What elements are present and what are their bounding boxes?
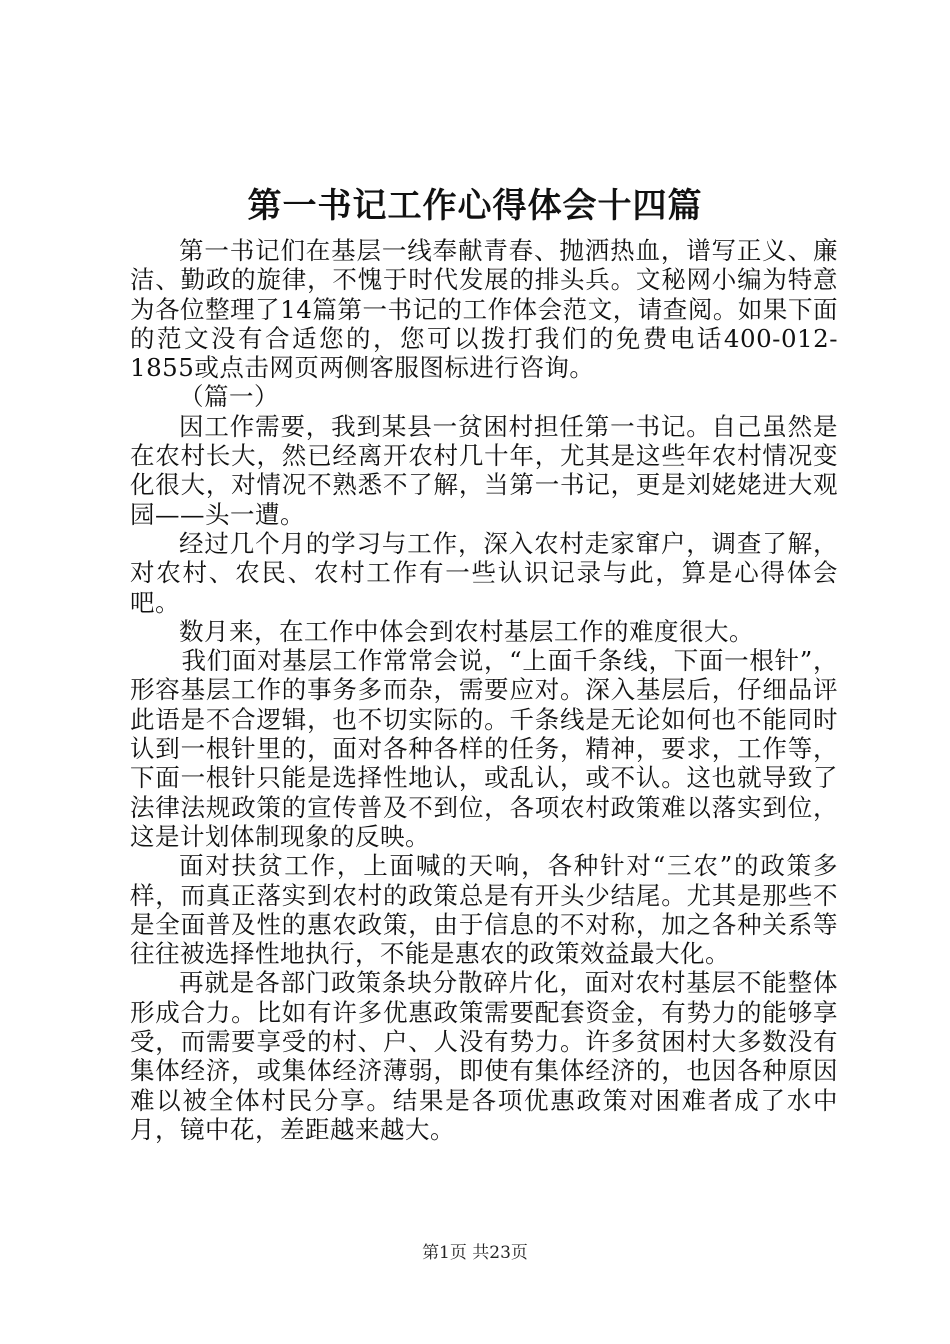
body-paragraph: 数月来，在工作中体会到农村基层工作的难度很大。 <box>179 616 754 646</box>
section-heading: （篇一） <box>179 382 279 412</box>
document-title: 第一书记工作心得体会十四篇 <box>247 186 703 226</box>
page-number-footer: 第1页 共23页 <box>422 1243 528 1263</box>
body-paragraph: 经过几个月的学习与工作，深入农村走家窜户，调查了解，对农村、农民、农村工作有一些认识记录与此，算是心得体会吧。 <box>130 528 838 617</box>
document-body <box>130 236 838 1144</box>
body-paragraph: 我们面对基层工作常常会说，“上面千条线，下面一根针”，形容基层工作的事务多而杂，需要应对。深入基层后，仔细品评此语是不合逻辑，也不切实际的。千条线是无论如何也不能同时认到一根针里的，面对各种各样的任务，精神，要求，工作等，下面一根针只能是选择性地认，或乱认，或不认。这也就导致了法律法规政策的宣传普及不到位，各项农村政策难以落实到位，这是计划体制现象的反映。 <box>130 646 838 851</box>
body-paragraph: 因工作需要，我到某县一贫困村担任第一书记。自己虽然是在农村长大，然已经离开农村几十年，尤其是这些年农村情况变化很大，对情况不熟悉不了解，当第一书记，更是刘姥姥进大观园——头一遭。 <box>130 411 838 529</box>
body-paragraph: 面对扶贫工作，上面喊的天响，各种针对“三农”的政策多样，而真正落实到农村的政策总是有开头少结尾。尤其是那些不是全面普及性的惠农政策，由于信息的不对称，加之各种关系等往往被选择性地执行，不能是惠农的政策效益最大化。 <box>130 851 838 969</box>
intro-paragraph: 第一书记们在基层一线奉献青春、抛洒热血，谱写正义、廉洁、勤政的旋律，不愧于时代发展的排头兵。文秘网小编为特意为各位整理了14篇第一书记的工作体会范文，请查阅。如果下面的范文没有合适您的，您可以拨打我们的免费电话400-012-1855或点击网页两侧客服图标进行咨询。 <box>130 236 838 383</box>
body-paragraph: 再就是各部门政策条块分散碎片化，面对农村基层不能整体形成合力。比如有许多优惠政策需要配套资金，有势力的能够享受，而需要享受的村、户、人没有势力。许多贫困村大多数没有集体经济，或集体经济薄弱，即使有集体经济的，也因各种原因难以被全体村民分享。结果是各项优惠政策对困难者成了水中月，镜中花，差距越来越大。 <box>130 968 838 1144</box>
